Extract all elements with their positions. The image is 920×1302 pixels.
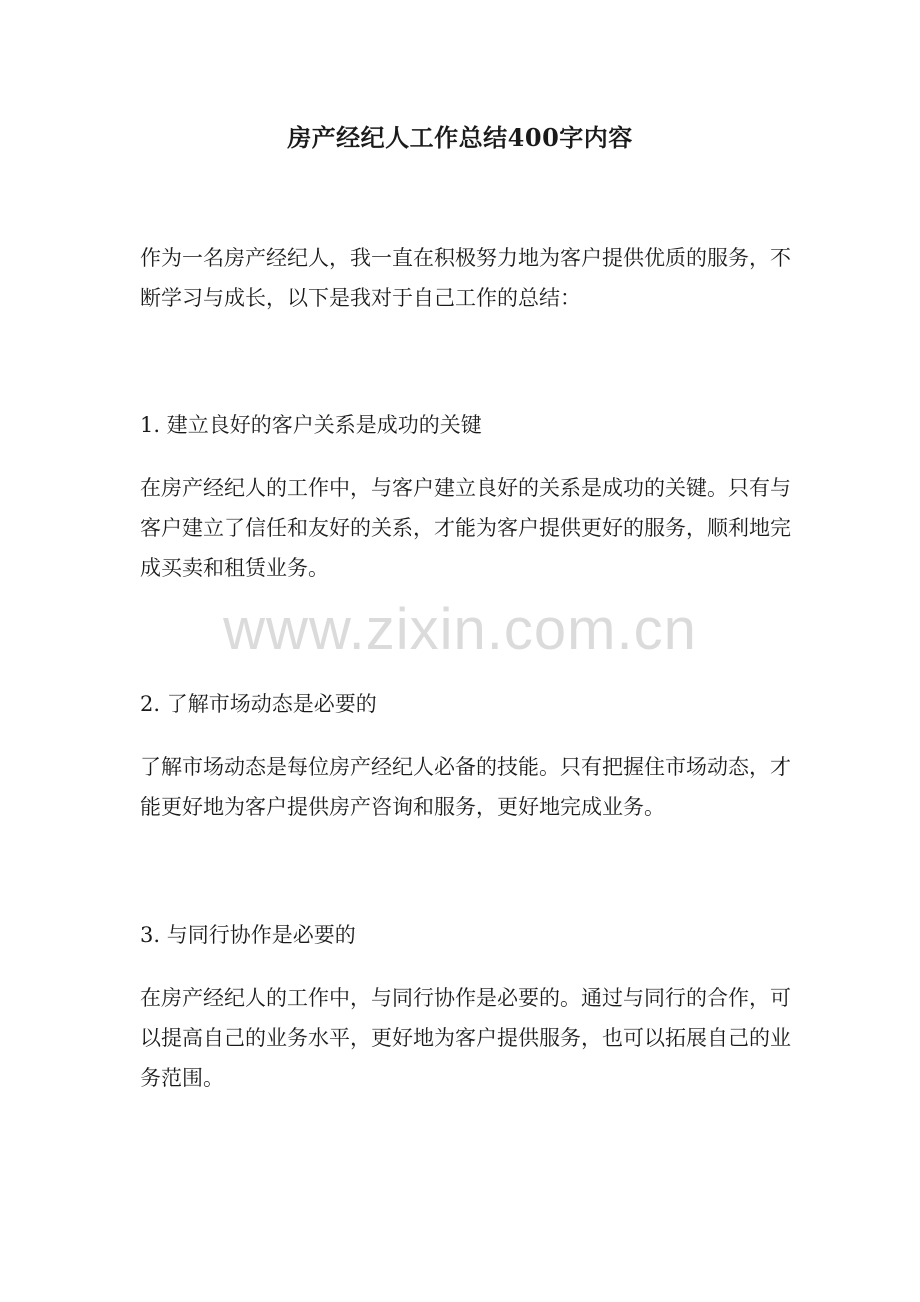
intro-paragraph: 作为一名房产经纪人，我一直在积极努力地为客户提供优质的服务，不断学习与成长，以下是我对于自己工作的总结： xyxy=(140,246,791,310)
section-2-body: 了解市场动态是每位房产经纪人必备的技能。只有把握住市场动态，才能更好地为客户提供房产咨询和服务，更好地完成业务。 xyxy=(140,755,791,819)
section-1-body: 在房产经纪人的工作中，与客户建立良好的关系是成功的关键。只有与客户建立了信任和友好的关系，才能为客户提供更好的服务，顺利地完成买卖和租赁业务。 xyxy=(140,476,791,580)
watermark: www.zixin.com.cn xyxy=(223,597,697,662)
section-2-heading: 2. 了解市场动态是必要的 xyxy=(140,692,377,716)
document-title: 房产经纪人工作总结400字内容 xyxy=(287,123,633,152)
section-3-heading: 3. 与同行协作是必要的 xyxy=(140,923,356,947)
section-3-body: 在房产经纪人的工作中，与同行协作是必要的。通过与同行的合作，可以提高自己的业务水平，更好地为客户提供服务，也可以拓展自己的业务范围。 xyxy=(140,986,791,1090)
section-1-heading: 1. 建立良好的客户关系是成功的关键 xyxy=(140,413,482,437)
